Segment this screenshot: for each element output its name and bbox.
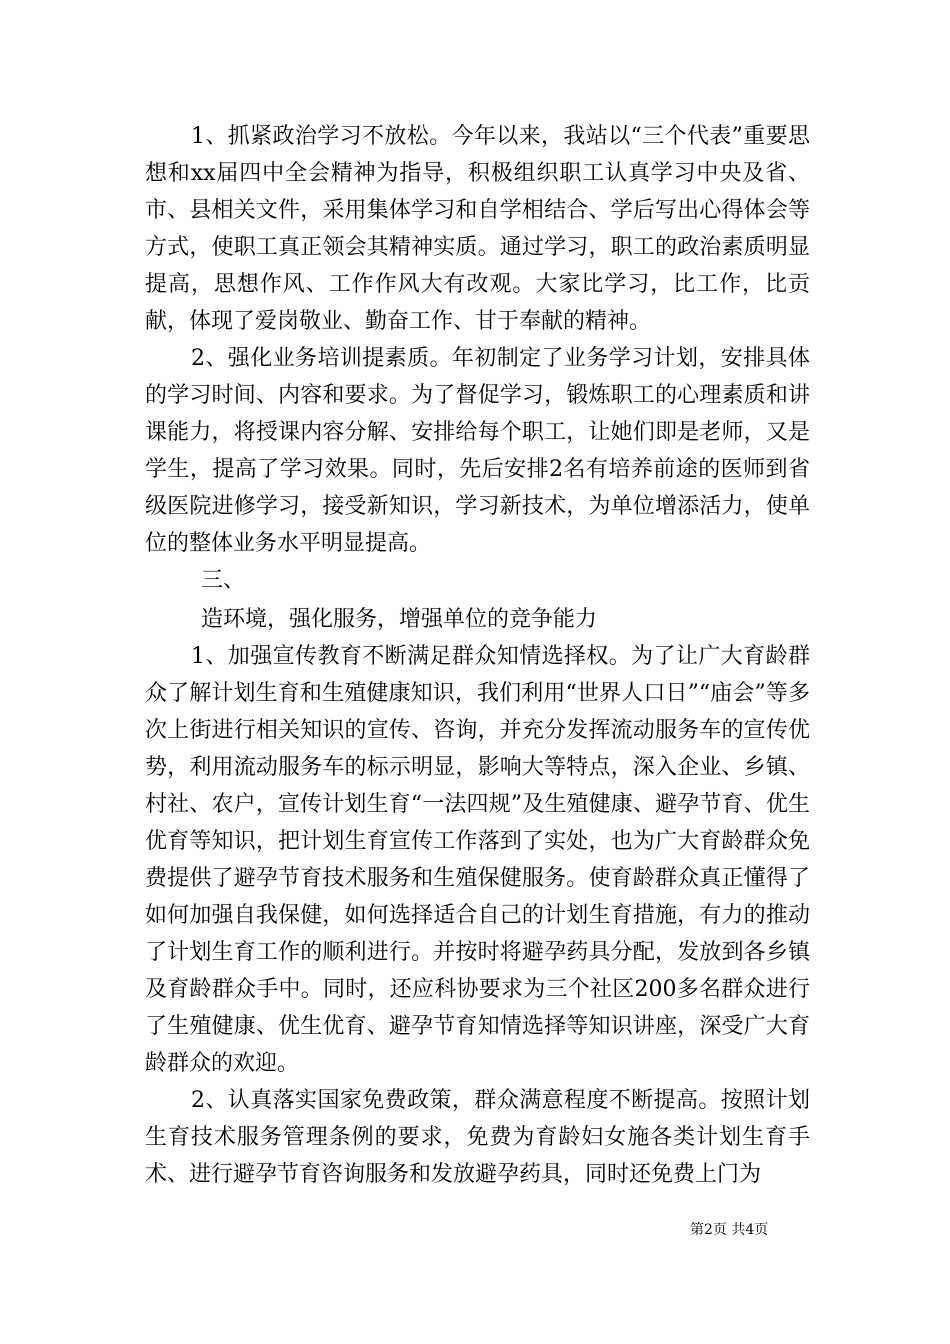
- section-heading-three: 三、: [201, 568, 246, 593]
- paragraph-business-training: 2、强化业务培训提素质。年初制定了业务学习计划，安排具体的学习时间、内容和要求。为了督促学习，锻炼职工的心理素质和讲课能力，将授课内容分解、安排给每个职工，让她们即是老师，又是学生，提高了学习效果。同时，先后安排2名有培养前途的医师到省级医院进修学习，接受新知识，学习新技术，为单位增添活力，使单位的整体业务水平明显提高。: [145, 346, 810, 556]
- paragraph-political-study: 1、抓紧政治学习不放松。今年以来，我站以“三个代表”重要思想和xx届四中全会精神为指导，积极组织职工认真学习中央及省、市、县相关文件，采用集体学习和自学相结合、学后写出心得体会等方式，使职工真正领会其精神实质。通过学习，职工的政治素质明显提高，思想作风、工作作风大有改观。大家比学习，比工作，比贡献，体现了爱岗敬业、勤奋工作、甘于奉献的精神。: [145, 124, 810, 334]
- document-body: [145, 118, 810, 1193]
- section-subheading: 造环境，强化服务，增强单位的竞争能力: [201, 607, 598, 632]
- paragraph-free-policy: 2、认真落实国家免费政策，群众满意程度不断提高。按照计划生育技术服务管理条例的要求，免费为育龄妇女施各类计划生育手术、进行避孕节育咨询服务和发放避孕药具，同时还免费上门为: [145, 1088, 810, 1187]
- paragraph-publicity-education: 1、加强宣传教育不断满足群众知情选择权。为了让广大育龄群众了解计划生育和生殖健康知识，我们利用“世界人口日”“庙会”等多次上街进行相关知识的宣传、咨询，并充分发挥流动服务车的宣传优势，利用流动服务车的标示明显，影响大等特点，深入企业、乡镇、村社、农户，宣传计划生育“一法四规”及生殖健康、避孕节育、优生优育等知识，把计划生育宣传工作落到了实处，也为广大育龄群众免费提供了避孕节育技术服务和生殖保健服务。使育龄群众真正懂得了如何加强自我保健，如何选择适合自己的计划生育措施，有力的推动了计划生育工作的顺利进行。并按时将避孕药具分配，发放到各乡镇及育龄群众手中。同时，还应科协要求为三个社区200多名群众进行了生殖健康、优生优育、避孕节育知情选择等知识讲座，深受广大育龄群众的欢迎。: [145, 644, 810, 1076]
- page-number-footer: 第2页 共4页: [690, 1222, 769, 1238]
